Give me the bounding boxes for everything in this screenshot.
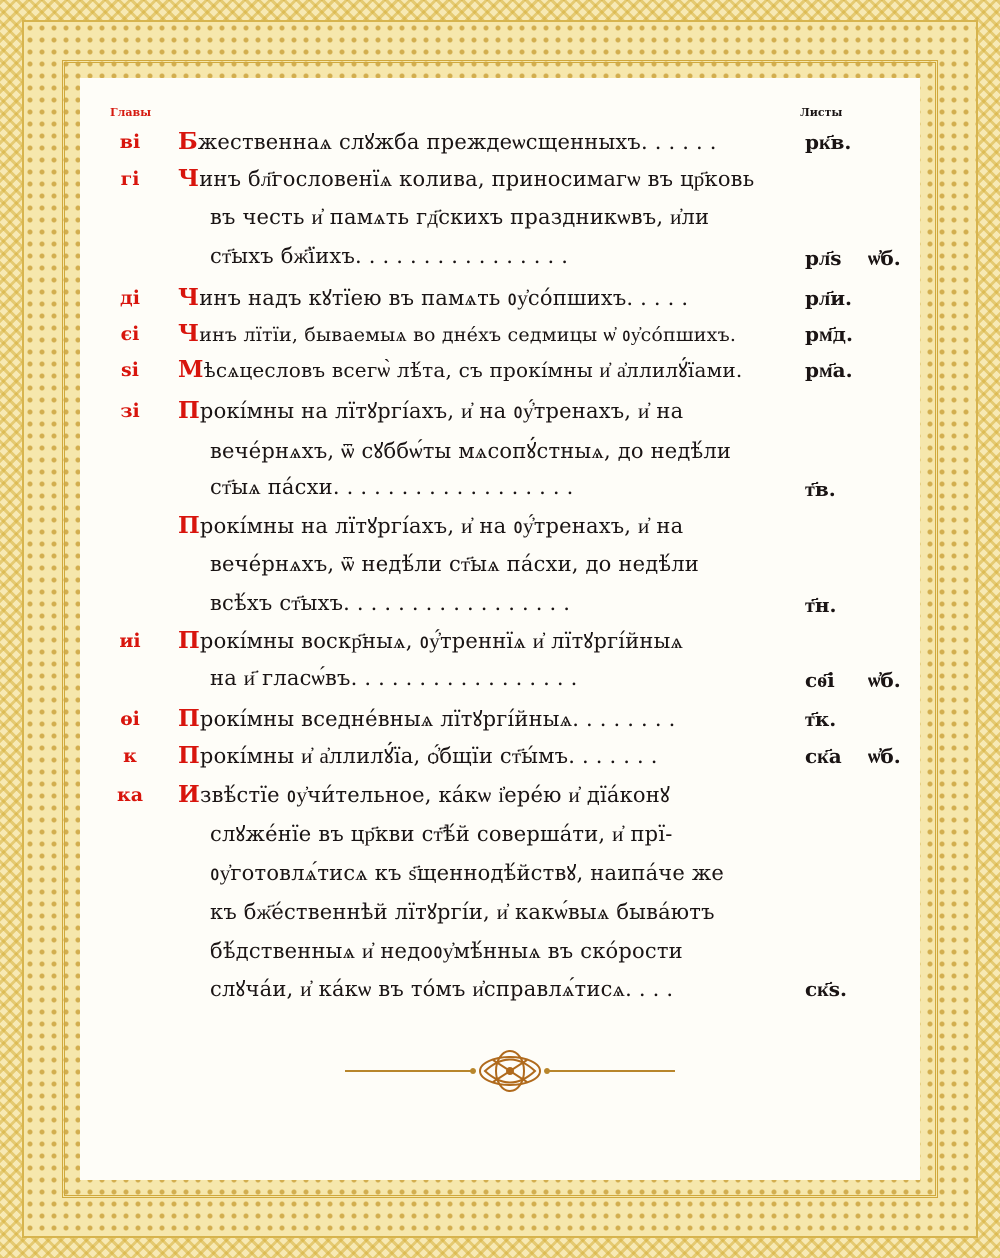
toc-entry-line: слꙋча́и, и҆ ка́кѡ въ то́мъ и҆справлѧ́тисѧ. . . . bbox=[210, 977, 674, 1001]
drop-cap: Ч bbox=[178, 165, 200, 192]
drop-cap: П bbox=[178, 397, 200, 424]
toc-entry-line bbox=[178, 356, 742, 383]
entry-text: рокі́мны на лїтꙋргі́ахъ, и҆ на ᲂу҆́тренахъ, и҆ на bbox=[199, 399, 684, 423]
page-note: ѡ҆б. bbox=[868, 744, 901, 768]
page-number: рл҃и. bbox=[805, 286, 853, 310]
page-number: рл҃ѕ bbox=[805, 246, 842, 270]
drop-cap: П bbox=[178, 705, 200, 732]
drop-cap: Ч bbox=[178, 320, 200, 347]
toc-entry-line: вече́рнѧхъ, ѿ сꙋббѡ́ты мѧсопꙋ́стныѧ, до недѣ́ли bbox=[210, 439, 732, 463]
page-note: ѡ҆б. bbox=[868, 668, 901, 692]
toc-entry-line bbox=[178, 320, 736, 347]
toc-entry-line: въ честь и҆ памѧть гд҃скихъ праздникѡвъ, и҆ли bbox=[210, 205, 710, 229]
chapter-number: зі bbox=[120, 400, 140, 422]
toc-entry-line: ст҃ыѧ па́схи. . . . . . . . . . . . . . . . . . bbox=[210, 475, 574, 499]
page-number: т҃н. bbox=[805, 593, 837, 617]
drop-cap: П bbox=[178, 627, 200, 654]
toc-entry-line: всѣ́хъ ст҃ыхъ. . . . . . . . . . . . . . . . . bbox=[210, 591, 571, 615]
toc-entry-line bbox=[178, 128, 717, 156]
ornament-divider bbox=[345, 1048, 675, 1094]
chapter-number: ві bbox=[119, 131, 141, 153]
drop-cap: М bbox=[178, 356, 204, 383]
entry-text: инъ надъ кꙋтїею въ памѧть ᲂу҆со́пшихъ. . . . . bbox=[199, 286, 689, 310]
page-number: рм҃д. bbox=[805, 322, 853, 346]
page-number: ск҃а bbox=[805, 744, 842, 768]
chapter-number: ѕі bbox=[121, 359, 139, 381]
entry-text: рокі́мны и҆ а҆ллилꙋ́їа, ѻ҆́бщїи ст҃ы́мъ. . . . . . . bbox=[199, 744, 658, 768]
drop-cap: П bbox=[178, 742, 200, 769]
page-number: ск҃ѕ. bbox=[805, 977, 847, 1001]
toc-entry-line bbox=[178, 781, 670, 809]
toc-entry-line bbox=[178, 705, 675, 733]
drop-cap: Б bbox=[178, 128, 198, 155]
toc-entry-line bbox=[178, 284, 688, 312]
chapters-header: Главы bbox=[110, 106, 152, 119]
page-number: рк҃в. bbox=[805, 130, 852, 154]
chapter-number: иі bbox=[119, 630, 141, 652]
toc-entry-line bbox=[178, 627, 683, 655]
page-number: т҃к. bbox=[805, 707, 837, 731]
page-note: ѡ҆б. bbox=[868, 246, 901, 270]
chapter-number: ка bbox=[116, 784, 144, 806]
drop-cap: И bbox=[178, 781, 200, 808]
page-number: т҃в. bbox=[805, 477, 836, 501]
chapter-number: ѳі bbox=[120, 708, 140, 730]
entry-text: жественнаѧ слꙋжба преждеѡсщенныхъ. . . . . . bbox=[197, 130, 717, 154]
entry-text: рокі́мны вседне́вныѧ лїтꙋргі́йныѧ. . . . . . . . bbox=[199, 707, 676, 731]
drop-cap: Ч bbox=[178, 284, 200, 311]
toc-entry-line: къ бж҃е́ственнѣй лїтꙋргі́и, и҆ какѡ́выѧ быва́ютъ bbox=[210, 900, 715, 924]
toc-entry-line bbox=[178, 742, 658, 770]
toc-entry-line: слꙋже́нїе въ цр҃кви ст҃ѣ́й соверша́ти, и҆ прї- bbox=[210, 822, 673, 846]
page-number: сѳ҃і bbox=[805, 668, 835, 692]
toc-entry-line bbox=[178, 397, 683, 425]
toc-entry-line: ᲂу҆готовлѧ́тисѧ къ ѕ҃щеннодѣ́йствꙋ, наипа́че же bbox=[210, 861, 725, 885]
entry-text: инъ лїтїи, бываемыѧ во дне́хъ седмицы ѡ҆ ᲂу҆со́пшихъ. bbox=[199, 324, 737, 346]
toc-entry-line: ст҃ыхъ бж҃їихъ. . . . . . . . . . . . . . . . bbox=[210, 244, 569, 268]
entry-text: звѣ́стїе ᲂу҆чи́тельное, ка́кѡ і҆ере́ю и҆ дїа́конꙋ bbox=[199, 783, 670, 807]
chapter-number: єі bbox=[120, 323, 140, 345]
entry-text: рокі́мны на лїтꙋргі́ахъ, и҆ на ᲂу҆́тренахъ, и҆ на bbox=[199, 514, 684, 538]
entry-text: рокі́мны воскр҃ныѧ, ᲂу҆́треннїѧ и҆ лїтꙋргі́йныѧ bbox=[199, 629, 684, 653]
pages-header: Листы bbox=[800, 106, 843, 119]
drop-cap: П bbox=[178, 512, 200, 539]
chapter-number: гі bbox=[120, 168, 140, 190]
toc-entry-line: на и҃ гласѡ́въ. . . . . . . . . . . . . . . . . bbox=[210, 666, 578, 690]
chapter-number: к bbox=[123, 745, 137, 767]
chapter-number: ді bbox=[120, 287, 140, 309]
page-number: рм҃а. bbox=[805, 358, 853, 382]
entry-text: инъ бл҃гословенїѧ колива, приносимагѡ въ цр҃ковь bbox=[199, 167, 755, 191]
toc-entry-line bbox=[178, 165, 754, 192]
entry-text: ѣсѧцесловъ всегѡ̀ лѣ́та, съ прокі́мны и҆ а҆ллилꙋ́їами. bbox=[203, 358, 743, 382]
toc-entry-line: вече́рнѧхъ, ѿ недѣ́ли ст҃ыѧ па́схи, до недѣ́ли bbox=[210, 552, 699, 576]
toc-entry-line bbox=[178, 512, 683, 540]
toc-entry-line: бѣ́дственныѧ и҆ недоᲂу҆мѣ́нныѧ въ ско́рости bbox=[210, 939, 683, 963]
